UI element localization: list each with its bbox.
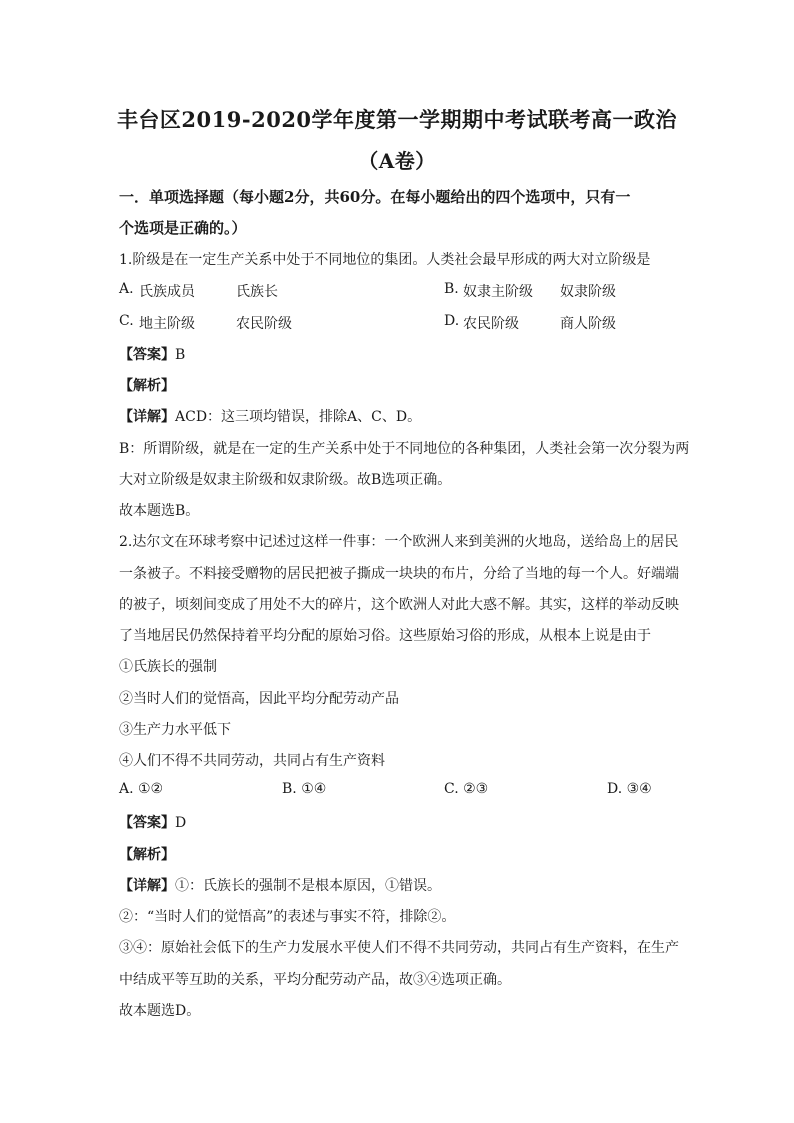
q1-option-c-text1: 地主阶级: [139, 316, 195, 332]
q2-stem-line4: 了当地居民仍然保持着平均分配的原始习俗。这些原始习俗的形成，从根本上说是由于: [119, 628, 651, 644]
detail-label: 【详解】: [119, 878, 175, 894]
answer-label: 【答案】: [119, 347, 175, 363]
q1-option-b-key: B.: [444, 281, 459, 297]
q2-item-2: ②当时人们的觉悟高，因此平均分配劳动产品: [119, 691, 399, 707]
q1-option-d-text1: 农民阶级: [463, 316, 519, 332]
q1-option-c-text2: 农民阶级: [236, 316, 292, 332]
q2-detail-text: ①：氏族长的强制不是根本原因，①错误。: [175, 878, 441, 894]
q1-stem: 1.阶级是在一定生产关系中处于不同地位的集团。人类社会最早形成的两大对立阶级是: [119, 252, 651, 268]
page-title: 丰台区2019-2020学年度第一学期期中考试联考高一政治: [116, 107, 678, 132]
q2-item-4: ④人们不得不共同劳动，共同占有生产资料: [119, 753, 385, 769]
section-heading-line1: 一．单项选择题（每小题2分，共60分。在每小题给出的四个选项中，只有一: [119, 188, 631, 206]
q1-explain-line1: B：所谓阶级，就是在一定的生产关系中处于不同地位的各种集团，人类社会第一次分裂为两: [119, 441, 690, 457]
q1-answer: [119, 344, 185, 364]
q1-detail: [119, 406, 421, 426]
q2-detail: [119, 875, 441, 895]
q2-explain-line3: 中结成平等互助的关系，平均分配劳动产品，故③④选项正确。: [119, 972, 511, 988]
q2-item-3: ③生产力水平低下: [119, 722, 231, 738]
q1-analysis-label: 【解析】: [119, 378, 175, 394]
q2-item-1: ①氏族长的强制: [119, 659, 217, 675]
q2-stem-line3: 的被子，顷刻间变成了用处不大的碎片，这个欧洲人对此大惑不解。其实，这样的举动反映: [119, 597, 679, 613]
q1-option-a-text2: 氏族长: [236, 284, 278, 300]
q2-choice-a: A. ①②: [119, 781, 164, 797]
q1-option-d-key: D.: [444, 313, 460, 329]
q1-option-d-text2: 商人阶级: [560, 316, 616, 332]
answer-label: 【答案】: [119, 815, 175, 831]
q2-conclusion: 故本题选D。: [119, 1003, 201, 1019]
q1-detail-text: ACD：这三项均错误，排除A、C、D。: [175, 409, 422, 425]
q1-option-b-text1: 奴隶主阶级: [463, 284, 533, 300]
q1-option-c-key: C.: [119, 313, 134, 329]
q2-answer: [119, 812, 186, 832]
q1-explain-line2: 大对立阶级是奴隶主阶级和奴隶阶级。故B选项正确。: [119, 472, 452, 488]
q2-explain-line1: ②：“当时人们的觉悟高”的表述与事实不符，排除②。: [119, 909, 456, 925]
q2-explain-line2: ③④：原始社会低下的生产力发展水平使人们不得不共同劳动，共同占有生产资料，在生产: [119, 940, 679, 956]
q2-choice-c: C. ②③: [444, 781, 489, 797]
q2-choice-d: D. ③④: [607, 781, 652, 797]
q1-option-a-text1: 氏族成员: [139, 284, 195, 300]
page-subtitle: （A卷）: [358, 149, 436, 173]
q2-choice-b: B. ①④: [282, 781, 327, 797]
q1-option-a-key: A.: [119, 281, 134, 297]
q1-option-b-text2: 奴隶阶级: [560, 284, 616, 300]
q1-conclusion: 故本题选B。: [119, 503, 200, 519]
q2-answer-value: D: [175, 815, 187, 831]
q1-answer-value: B: [175, 347, 186, 363]
section-heading-line2: 个选项是正确的。）: [119, 219, 247, 237]
q2-stem-line2: 一条被子。不料接受赠物的居民把被子撕成一块块的布片，分给了当地的每一个人。好端端: [119, 566, 679, 582]
detail-label: 【详解】: [119, 409, 175, 425]
q2-analysis-label: 【解析】: [119, 847, 175, 863]
q2-stem-line1: 2.达尔文在环球考察中记述过这样一件事：一个欧洲人来到美洲的火地岛，送给岛上的居民: [119, 534, 679, 550]
